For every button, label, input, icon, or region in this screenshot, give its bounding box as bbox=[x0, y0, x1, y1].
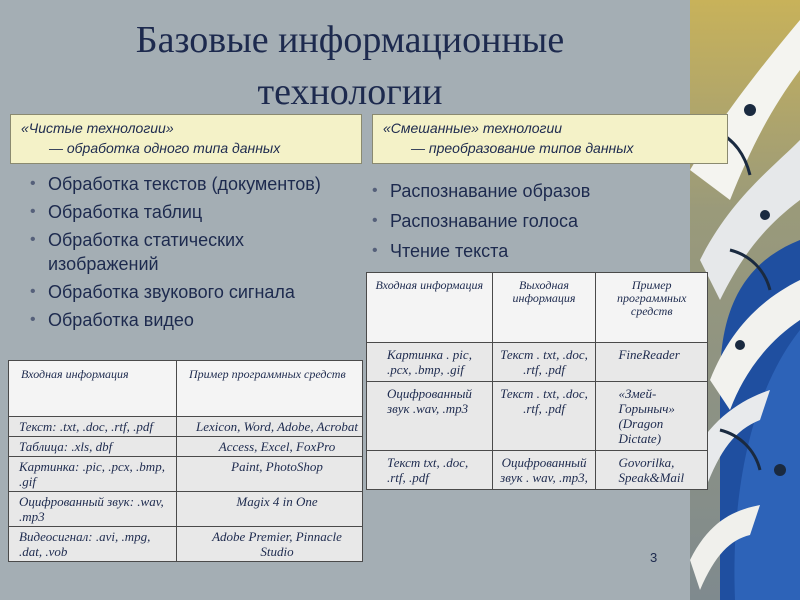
title-line-1: Базовые информационные bbox=[135, 19, 565, 61]
list-item: • Чтение текста bbox=[370, 239, 690, 263]
table-cell: Текст . txt, .doc, .rtf, .pdf bbox=[492, 343, 596, 382]
table-row bbox=[367, 382, 708, 451]
table-cell: Lexicon, Word, Adobe, Acrobat bbox=[177, 417, 363, 437]
table-cell: Видеосигнал: .avi, .mpg, .dat, .vob bbox=[9, 527, 177, 562]
mixed-technologies-box bbox=[372, 114, 728, 164]
table-cell: Картинка . pic, .pcx, .bmp, .gif bbox=[367, 343, 493, 382]
list-item: • Обработка статических изображений bbox=[28, 228, 348, 276]
table-row bbox=[9, 527, 363, 562]
table-cell: Текст txt, .doc, .rtf, .pdf bbox=[367, 451, 493, 490]
column-header: Пример программных средств bbox=[596, 273, 708, 343]
table-cell: Magix 4 in One bbox=[177, 492, 363, 527]
table-cell: Картинка: .pic, .pcx, .bmp, .gif bbox=[9, 457, 177, 492]
pure-technologies-heading: «Чистые технологии» bbox=[21, 120, 174, 136]
slide-title bbox=[40, 14, 660, 118]
column-header: Пример программных средств bbox=[177, 361, 363, 417]
list-item: • Распознавание образов bbox=[370, 179, 690, 203]
table-cell: Текст: .txt, .doc, .rtf, .pdf bbox=[9, 417, 177, 437]
page-number: 3 bbox=[650, 550, 658, 565]
table-header-row bbox=[9, 361, 363, 417]
pure-technologies-description: — обработка одного типа данных bbox=[49, 140, 281, 156]
table-row bbox=[367, 343, 708, 382]
table-row bbox=[9, 492, 363, 527]
table-header-row bbox=[367, 273, 708, 343]
table-cell: Paint, PhotoShop bbox=[177, 457, 363, 492]
mixed-technologies-list bbox=[370, 179, 690, 269]
table-cell: Таблица: .xls, dbf bbox=[9, 437, 177, 457]
column-header: Входная информация bbox=[9, 361, 177, 417]
table-cell: Govorilka, Speak&Mail bbox=[596, 451, 708, 490]
table-cell: Access, Excel, FoxPro bbox=[177, 437, 363, 457]
column-header: Входная информация bbox=[367, 273, 493, 343]
table-cell: Оцифрованный звук . wav, .mp3, bbox=[492, 451, 596, 490]
list-item: • Обработка таблиц bbox=[28, 200, 348, 224]
table-cell: Adobe Premier, Pinnacle Studio bbox=[177, 527, 363, 562]
table-cell: Оцифрованный звук .wav, .mp3 bbox=[367, 382, 493, 451]
table-cell: Текст . txt, .doc, .rtf, .pdf bbox=[492, 382, 596, 451]
list-item: • Обработка текстов (документов) bbox=[28, 172, 348, 196]
table-row bbox=[9, 457, 363, 492]
pure-technologies-box bbox=[10, 114, 362, 164]
table-row bbox=[9, 417, 363, 437]
table-cell: FineReader bbox=[596, 343, 708, 382]
table-cell: Оцифрованный звук: .wav, .mp3 bbox=[9, 492, 177, 527]
title-line-2: технологии bbox=[257, 71, 443, 113]
list-item: • Распознавание голоса bbox=[370, 209, 690, 233]
table-cell: «Змей-Горыныч» (Dragon Dictate) bbox=[596, 382, 708, 451]
pure-technologies-table bbox=[8, 360, 363, 562]
list-item: • Обработка звукового сигнала bbox=[28, 280, 348, 304]
mixed-technologies-heading: «Смешанные» технологии bbox=[383, 120, 563, 136]
list-item: • Обработка видео bbox=[28, 308, 348, 332]
pure-technologies-list bbox=[28, 172, 348, 336]
table-row bbox=[367, 451, 708, 490]
table-row bbox=[9, 437, 363, 457]
mixed-technologies-description: — преобразование типов данных bbox=[411, 140, 634, 156]
mixed-technologies-table bbox=[366, 272, 708, 490]
column-header: Выходная информация bbox=[492, 273, 596, 343]
